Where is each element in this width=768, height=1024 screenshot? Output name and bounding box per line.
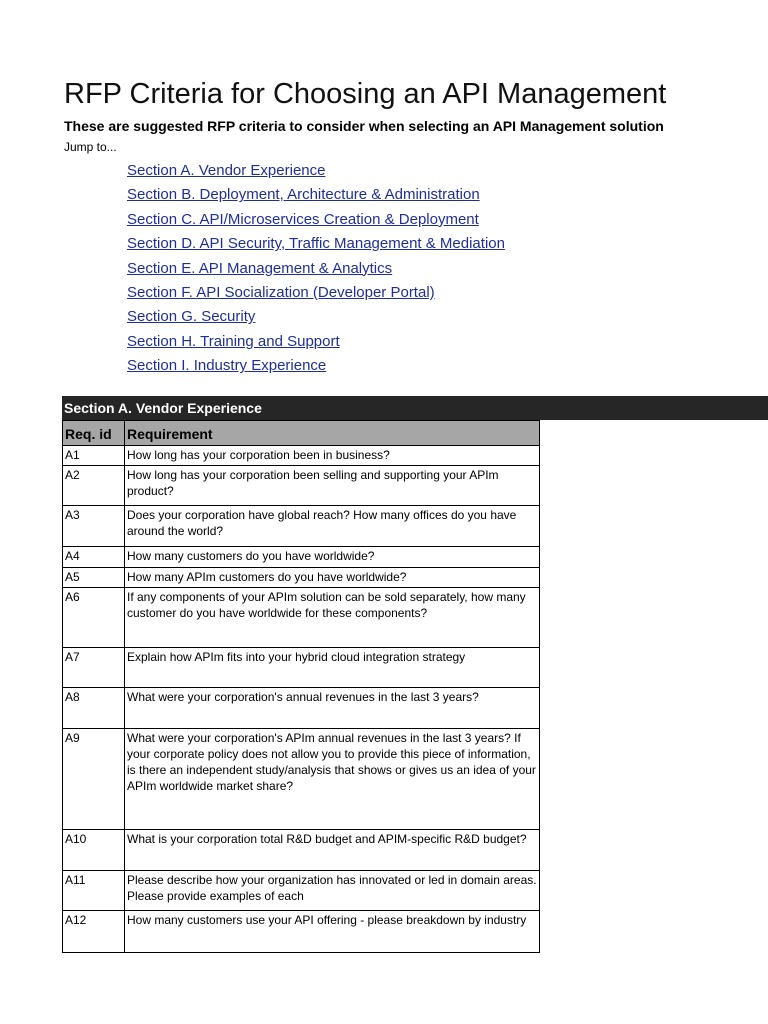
table-row bbox=[63, 911, 540, 953]
table-row bbox=[63, 871, 540, 911]
requirement-cell: How many customers use your API offering - please breakdown by industry bbox=[125, 911, 540, 953]
table-row bbox=[63, 729, 540, 830]
jump-to-label: Jump to... bbox=[64, 140, 117, 154]
link-section-c[interactable]: Section C. API/Microservices Creation & Deployment bbox=[127, 210, 479, 228]
link-section-f[interactable]: Section F. API Socialization (Developer Portal) bbox=[127, 283, 435, 301]
requirement-cell: What were your corporation's APIm annual revenues in the last 3 years? If your corporate policy does not allow you to provide this piece of information, is there an independent study/analysis that shows or gives us an idea of your APIm worldwide market share? bbox=[125, 729, 540, 830]
table-row bbox=[63, 648, 540, 688]
link-section-e[interactable]: Section E. API Management & Analytics bbox=[127, 259, 393, 277]
req-id-cell: A4 bbox=[63, 547, 125, 568]
table-row bbox=[63, 830, 540, 871]
requirement-cell: Explain how APIm fits into your hybrid cloud integration strategy bbox=[125, 648, 540, 688]
requirement-cell: Please describe how your organization has innovated or led in domain areas. Please provide examples of each bbox=[125, 871, 540, 911]
link-section-i[interactable]: Section I. Industry Experience bbox=[127, 357, 327, 375]
requirement-cell: How many customers do you have worldwide? bbox=[125, 547, 540, 568]
req-id-cell: A9 bbox=[63, 729, 125, 830]
requirement-cell: How many APIm customers do you have worldwide? bbox=[125, 568, 540, 588]
table-row bbox=[63, 547, 540, 568]
req-id-cell: A6 bbox=[63, 588, 125, 648]
link-section-a[interactable]: Section A. Vendor Experience bbox=[127, 162, 326, 179]
section-links bbox=[127, 159, 538, 379]
page-subtitle: These are suggested RFP criteria to consider when selecting an API Management solution bbox=[64, 118, 664, 134]
page-title: RFP Criteria for Choosing an API Management bbox=[64, 78, 667, 110]
column-header-req-id: Req. id bbox=[63, 421, 125, 446]
req-id-cell: A3 bbox=[63, 506, 125, 547]
requirement-cell: How long has your corporation been selling and supporting your APIm product? bbox=[125, 466, 540, 506]
req-id-cell: A5 bbox=[63, 568, 125, 588]
requirement-cell: Does your corporation have global reach? How many offices do you have around the world? bbox=[125, 506, 540, 547]
link-section-b[interactable]: Section B. Deployment, Architecture & Administration bbox=[127, 186, 480, 204]
req-id-cell: A1 bbox=[63, 446, 125, 466]
req-id-cell: A11 bbox=[63, 871, 125, 911]
requirement-cell: What were your corporation's annual revenues in the last 3 years? bbox=[125, 688, 540, 729]
column-header-requirement: Requirement bbox=[125, 421, 540, 446]
req-id-cell: A7 bbox=[63, 648, 125, 688]
requirement-cell: What is your corporation total R&D budget and APIM-specific R&D budget? bbox=[125, 830, 540, 871]
table-row bbox=[63, 688, 540, 729]
table-header-row bbox=[63, 421, 540, 446]
table-row bbox=[63, 466, 540, 506]
req-id-cell: A8 bbox=[63, 688, 125, 729]
link-section-d[interactable]: Section D. API Security, Traffic Management & Mediation bbox=[127, 235, 505, 253]
requirement-cell: If any components of your APIm solution can be sold separately, how many customer do you have worldwide for these components? bbox=[125, 588, 540, 648]
table-row bbox=[63, 506, 540, 547]
table-row bbox=[63, 588, 540, 648]
link-section-h[interactable]: Section H. Training and Support bbox=[127, 332, 340, 350]
req-id-cell: A2 bbox=[63, 466, 125, 506]
requirements-table bbox=[62, 420, 540, 953]
table-row bbox=[63, 446, 540, 466]
table-row bbox=[63, 568, 540, 588]
requirement-cell: How long has your corporation been in business? bbox=[125, 446, 540, 466]
section-a-heading: Section A. Vendor Experience bbox=[62, 396, 768, 420]
req-id-cell: A12 bbox=[63, 911, 125, 953]
req-id-cell: A10 bbox=[63, 830, 125, 871]
link-section-g[interactable]: Section G. Security bbox=[127, 308, 256, 326]
